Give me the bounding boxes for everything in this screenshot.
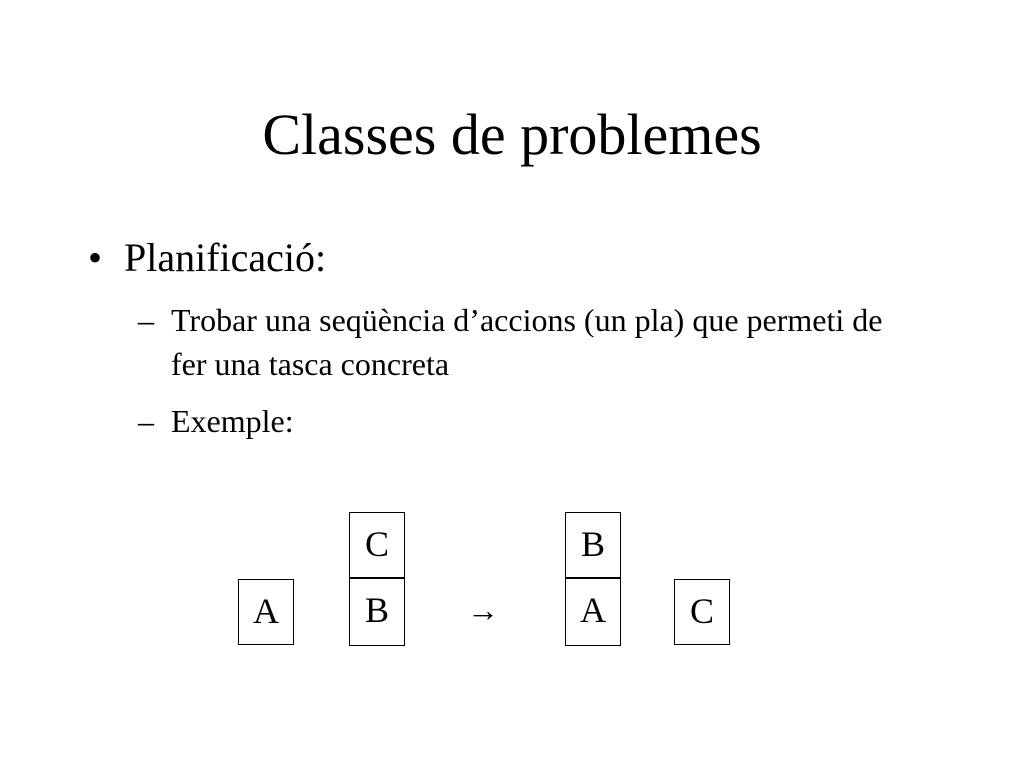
subitem-example [138,399,918,443]
subitem-dash: – [138,403,154,439]
bullet-label: Planificació: [124,235,327,280]
bullet-planificacio [88,234,326,282]
slide-title: Classes de problemes [262,102,762,167]
block-c-goal: C [674,579,730,645]
block-b-initial: B [349,578,405,646]
block-c-initial: C [349,512,405,578]
right-arrow-icon: → [467,592,499,628]
bullet-marker: • [88,235,103,280]
subitem-text: Exemple: [171,403,294,439]
block-b-goal: B [565,512,621,578]
block-a-initial: A [238,579,294,645]
subitem-text: Trobar una seqüència d’accions (un pla) que permeti de fer una tasca concreta [171,302,883,382]
subitem-definition [138,298,918,386]
subitem-dash: – [138,302,154,338]
block-a-goal: A [565,578,621,646]
